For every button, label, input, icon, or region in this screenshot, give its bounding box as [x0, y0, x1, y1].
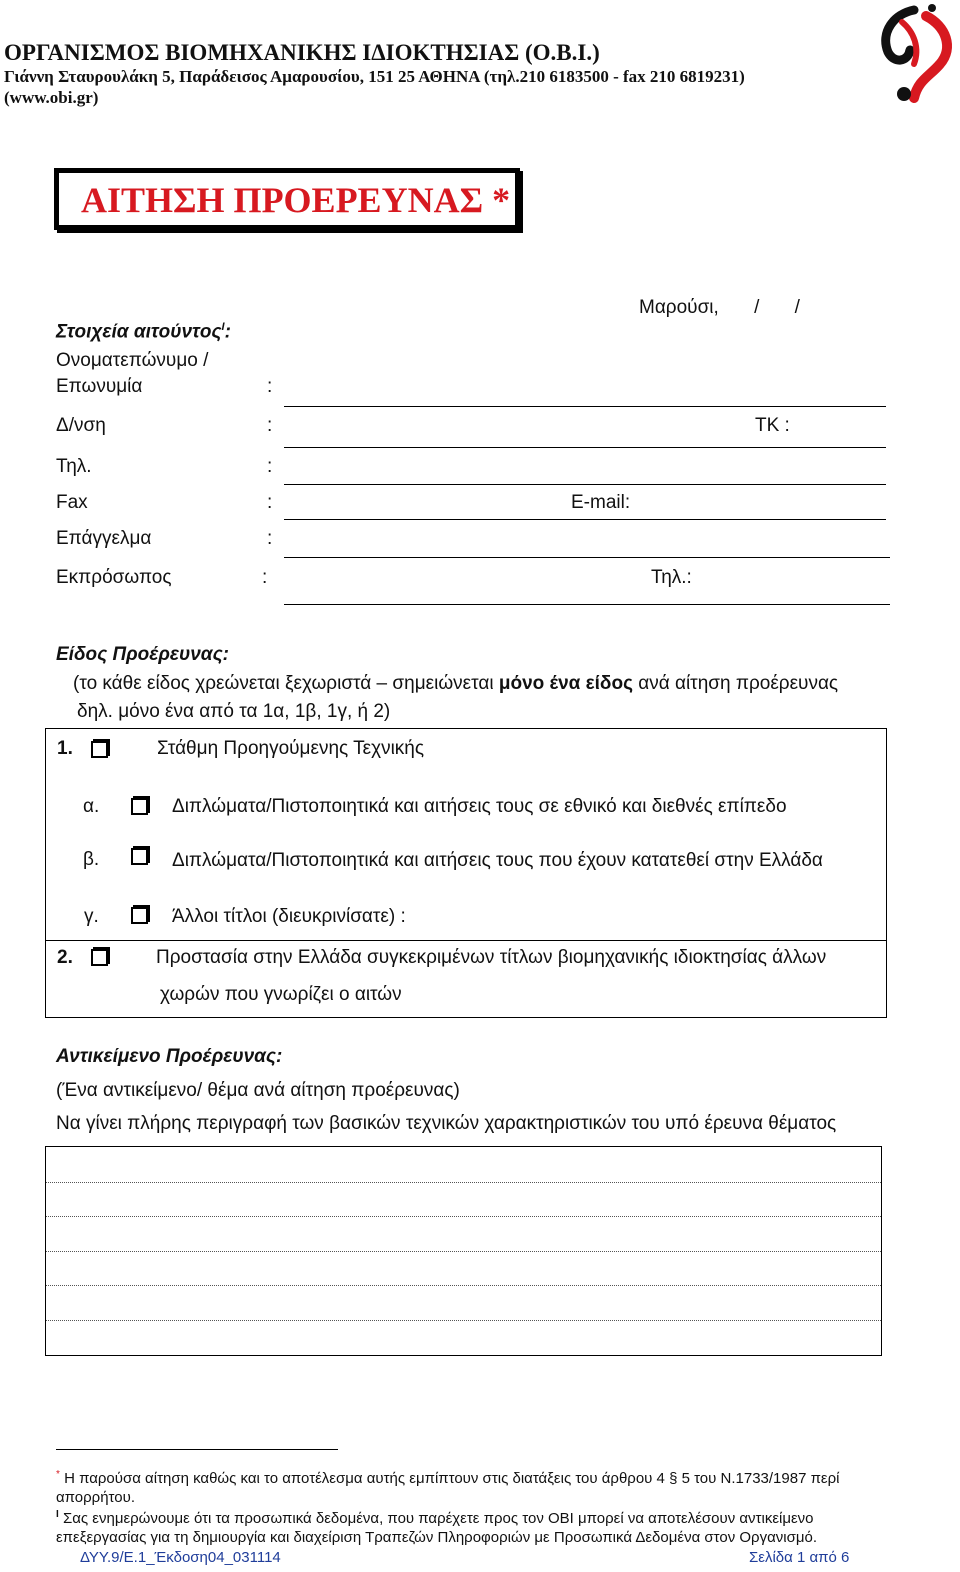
description-row-line	[46, 1216, 881, 1217]
representative-field[interactable]	[284, 604, 890, 605]
options-divider	[46, 940, 886, 941]
applicant-heading: Στοιχεία αιτούντος$^I$:	[56, 321, 231, 343]
name-label-1: Ονοματεπώνυμο /	[56, 350, 209, 371]
date-line: Μαρούσι, / /	[639, 297, 800, 318]
phone-label: Τηλ.	[56, 456, 92, 477]
profession-field[interactable]	[284, 557, 890, 558]
option1a-letter: α.	[83, 796, 100, 817]
footnote-separator	[56, 1449, 338, 1450]
name-field[interactable]	[284, 406, 886, 407]
document-code: ΔΥΥ.9/Ε.1_Έκδοση04_031114	[80, 1549, 281, 1566]
phone-field[interactable]	[284, 484, 886, 485]
address-colon: :	[267, 415, 273, 436]
subject-note-1: (Ένα αντικείμενο/ θέμα ανά αίτηση προέρευνας)	[56, 1080, 460, 1101]
option1a-checkbox[interactable]	[131, 798, 148, 815]
form-title: ΑΙΤΗΣΗ ΠΡΟΕΡΕΥΝΑΣ *	[81, 180, 511, 220]
description-row-line	[46, 1285, 881, 1286]
option1-number: 1.	[57, 738, 73, 759]
org-name: ΟΡΓΑΝΙΣΜΟΣ ΒΙΟΜΗΧΑΝΙΚΗΣ ΙΔΙΟΚΤΗΣΙΑΣ (Ο.Β.Ι.)	[4, 40, 600, 65]
footnote-star: * Η παρούσα αίτηση καθώς και το αποτέλεσμα αυτής εμπίπτουν στις διατάξεις του άρθρου 4 § 5 του Ν.1733/1987 περί απορρήτου.	[56, 1469, 840, 1506]
address-label: Δ/νση	[56, 415, 106, 436]
representative-colon: :	[262, 567, 268, 588]
page-number: Σελίδα 1 από 6	[749, 1549, 850, 1566]
phone-colon: :	[267, 456, 273, 477]
fax-email-field[interactable]	[284, 519, 886, 520]
fax-label: Fax	[56, 492, 88, 513]
option1b-letter: β.	[83, 849, 100, 870]
profession-label: Επάγγελμα	[56, 528, 152, 549]
description-row-line	[46, 1182, 881, 1183]
subject-description-box[interactable]	[45, 1146, 882, 1356]
option1-checkbox[interactable]	[91, 741, 108, 758]
org-address: Γιάννη Σταυρουλάκη 5, Παράδεισος Αμαρουσίου, 151 25 ΑΘΗΝΑ (τηλ.210 6183500 - fax 210 6819231)	[4, 67, 745, 86]
rep-phone-label: Τηλ.:	[651, 567, 692, 588]
search-type-heading: Είδος Προέρευνας:	[56, 644, 230, 665]
name-label-2: Επωνυμία	[56, 376, 143, 397]
org-website: (www.obi.gr)	[4, 88, 99, 107]
option2-label-1: Προστασία στην Ελλάδα συγκεκριμένων τίτλων βιομηχανικής ιδιοκτησίας άλλων	[156, 947, 827, 968]
description-row-line	[46, 1320, 881, 1321]
option1b-label: Διπλώματα/Πιστοποιητικά και αιτήσεις τους που έχουν κατατεθεί στην Ελλάδα	[172, 850, 823, 871]
address-field[interactable]	[284, 447, 886, 448]
option1c-checkbox[interactable]	[131, 907, 148, 924]
profession-colon: :	[267, 528, 273, 549]
obi-logo	[874, 2, 956, 114]
search-type-note: (το κάθε είδος χρεώνεται ξεχωριστά – σημειώνεται μόνο ένα είδος ανά αίτηση προέρευνας	[73, 673, 839, 694]
email-label: E-mail:	[571, 492, 631, 513]
subject-heading: Αντικείμενο Προέρευνας:	[56, 1046, 283, 1067]
name-colon: :	[267, 376, 273, 397]
subject-note-2: Να γίνει πλήρης περιγραφή των βασικών τεχνικών χαρακτηριστικών του υπό έρευνα θέματος	[56, 1113, 837, 1134]
option2-number: 2.	[57, 947, 73, 968]
representative-label: Εκπρόσωπος	[56, 567, 172, 588]
option2-label-2: χωρών που γνωρίζει ο αιτών	[160, 984, 402, 1005]
option1c-letter: γ.	[84, 906, 99, 927]
search-type-options-box	[45, 728, 887, 1018]
option1b-checkbox[interactable]	[131, 848, 148, 865]
option1-label: Στάθμη Προηγούμενης Τεχνικής	[157, 738, 425, 759]
option1a-label: Διπλώματα/Πιστοποιητικά και αιτήσεις τους σε εθνικό και διεθνές επίπεδο	[172, 796, 787, 817]
search-type-note-2: δηλ. μόνο ένα από τα 1α, 1β, 1γ, ή 2)	[77, 701, 391, 722]
form-title-box	[54, 168, 520, 230]
fax-colon: :	[267, 492, 273, 513]
description-row-line	[46, 1251, 881, 1252]
footnote-i: $^I$ Σας ενημερώνουμε ότι τα προσωπικά δεδομένα, που παρέχετε προς τον ΟΒΙ μπορεί να αποτελέσουν αντικείμενο επεξεργασίας για τη δημιουργία και διαχείριση Τραπεζών Πληροφοριών με Προσωπικά Δεδομένα στον Οργανισμό.	[56, 1509, 818, 1546]
zip-label: ΤΚ :	[755, 415, 790, 436]
option2-checkbox[interactable]	[91, 949, 108, 966]
option1c-label: Άλλοι τίτλοι (διευκρινίσατε) :	[172, 906, 406, 927]
